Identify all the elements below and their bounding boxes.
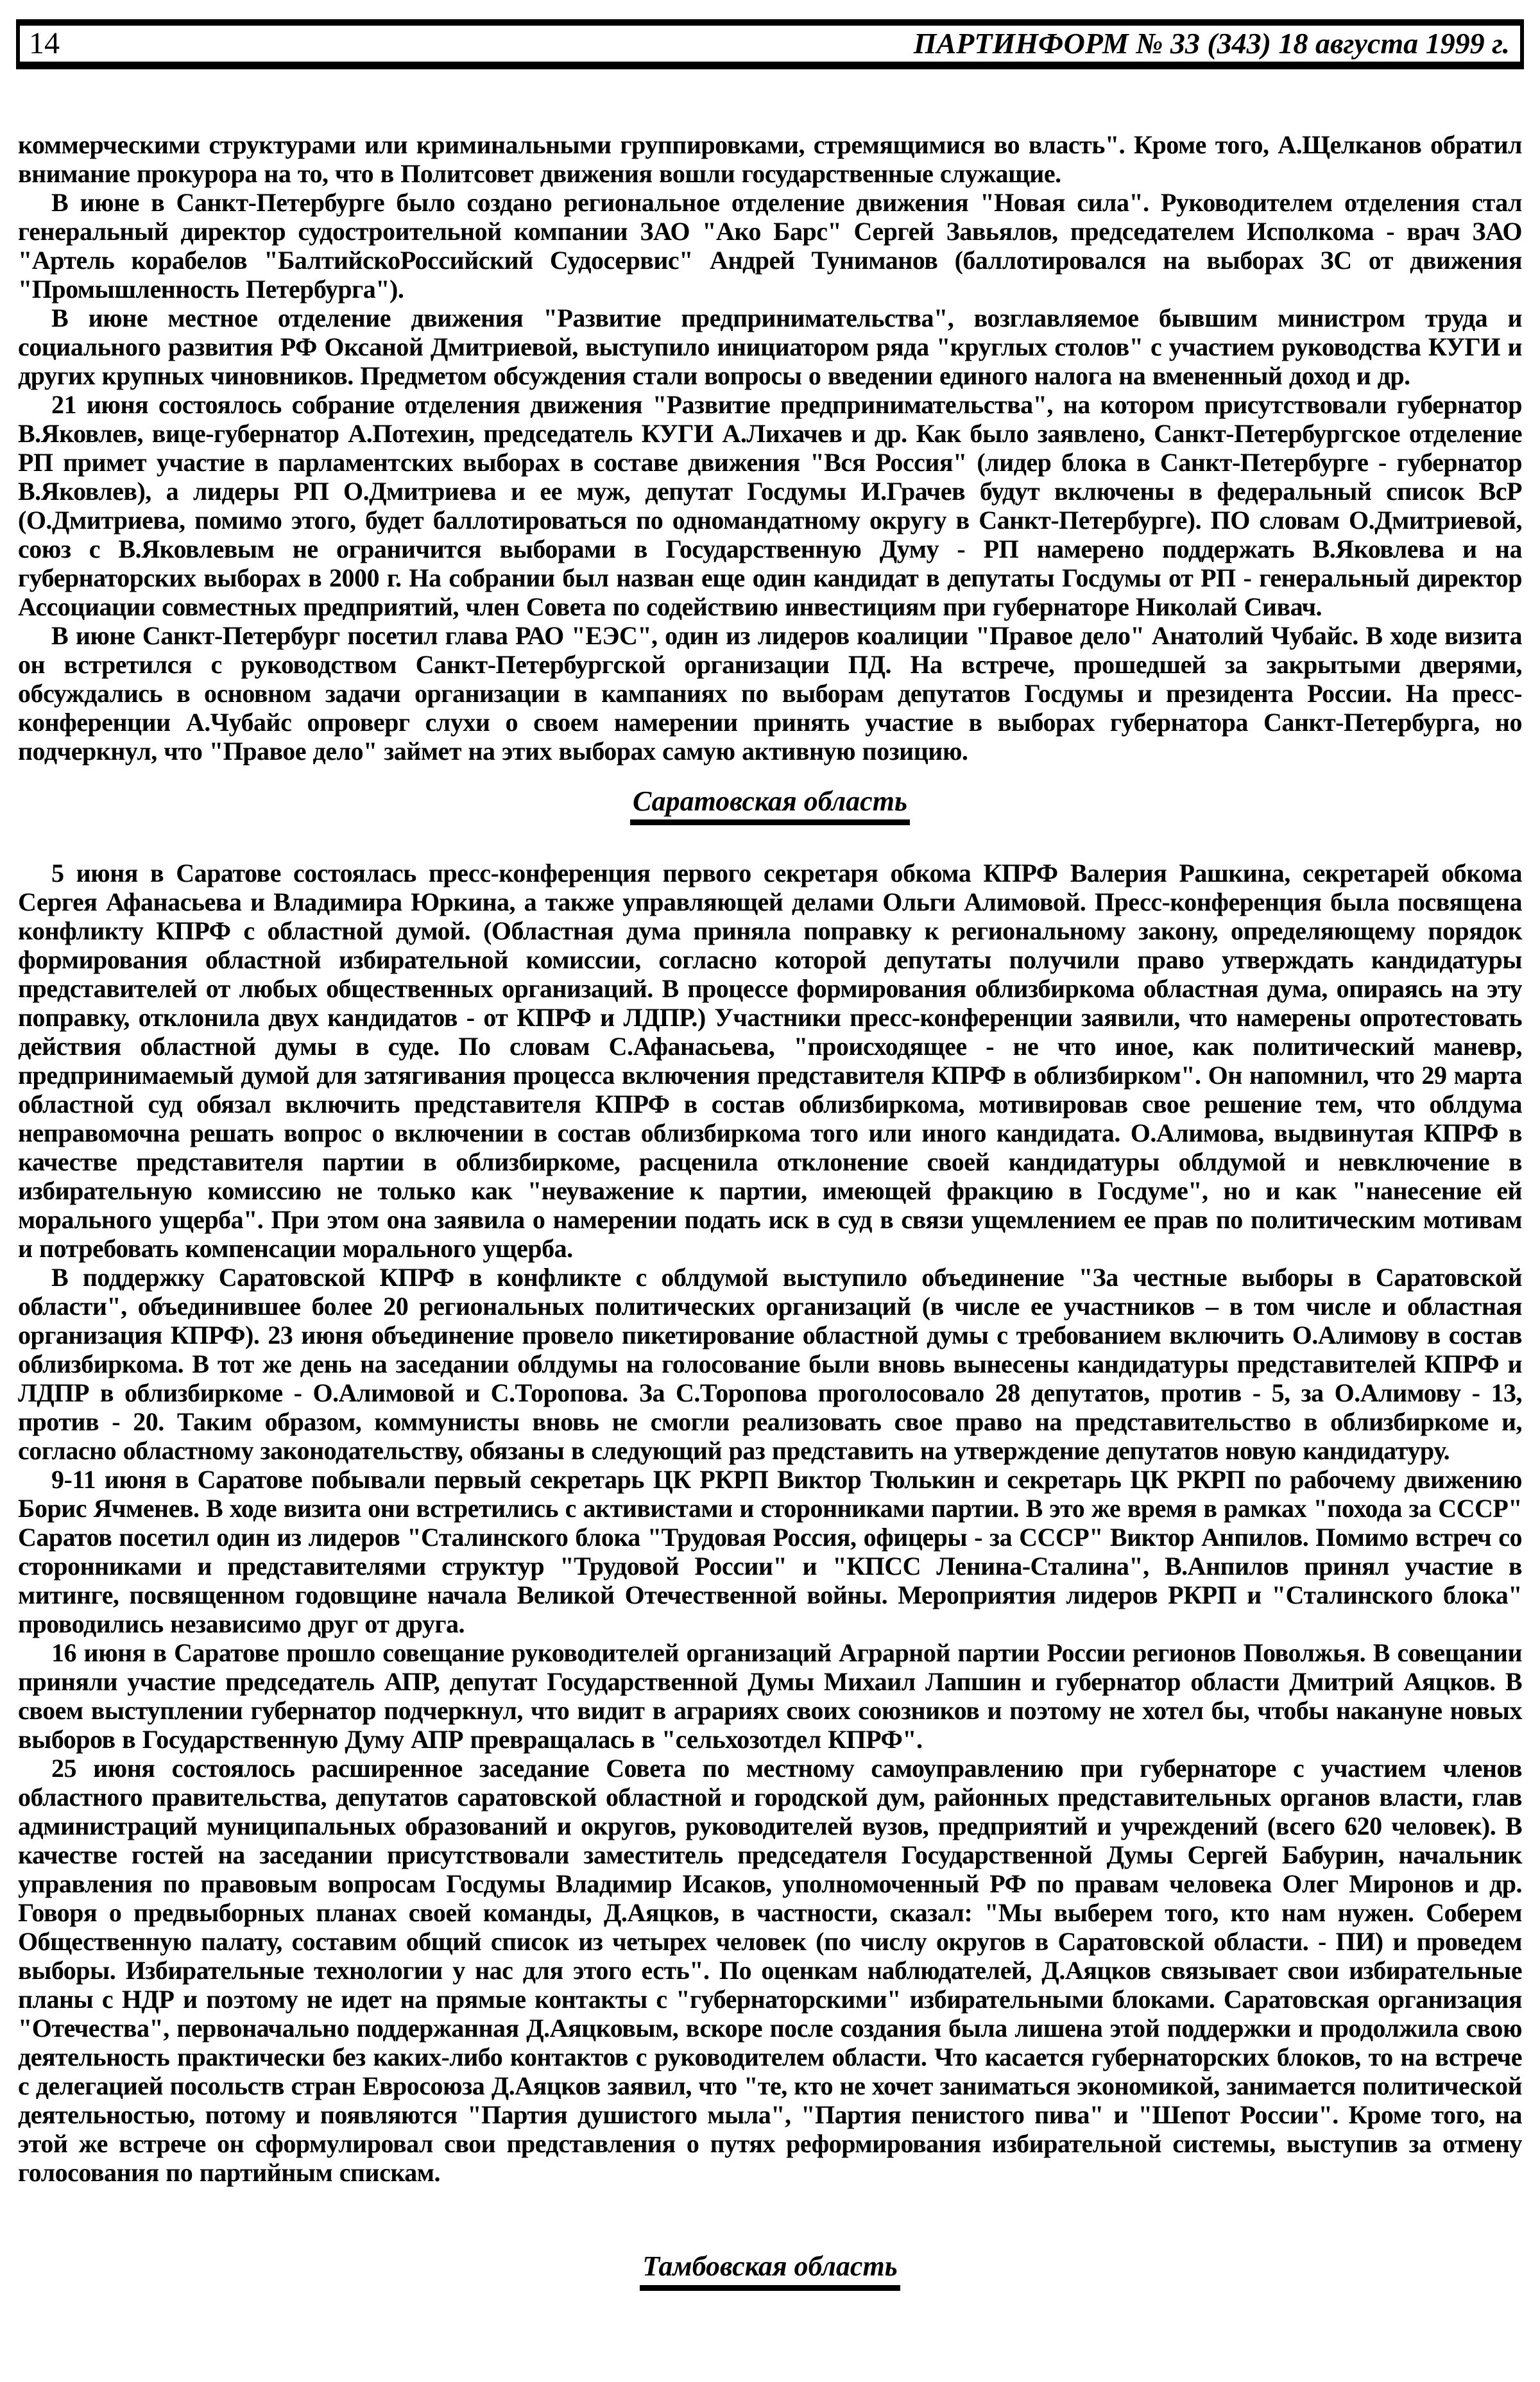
section-heading-text: Тамбовская область	[640, 2251, 900, 2290]
masthead-title: ПАРТИНФОРМ № 33 (343) 18 августа 1999 г.	[913, 27, 1510, 60]
masthead-bar	[16, 19, 1524, 69]
body-paragraph: 16 июня в Саратове прошло совещание руководителей организаций Аграрной партии России регионов Поволжья. В совещании приняли участие председатель АПР, депутат Государственной Думы Михаил Лапшин и губернатор области Дмитрий Аяцков. В своем выступлении губернатор подчеркнул, что видит в аграриях своих союзников и поэтому не хотел бы, чтобы накануне новых выборов в Государственную Думу АПР превращалась в "сельхозотдел КПРФ".	[18, 1638, 1522, 1754]
body-paragraph: В июне в Санкт-Петербурге было создано региональное отделение движения "Новая сила". Руководителем отделения стал генеральный директор судостроительной компании ЗАО "Ако Барс" Сергей Завьялов, председателем Исполкома - врач ЗАО "Артель корабелов "БалтийскоРоссийский Судосервис" Андрей Туниманов (баллотировался на выборах ЗС от движения "Промышленность Петербурга").	[18, 188, 1522, 304]
article-body	[18, 130, 1522, 2324]
section-heading	[18, 786, 1522, 825]
content-block	[18, 1465, 1522, 1638]
page-number: 14	[29, 26, 60, 60]
content-block	[18, 188, 1522, 304]
content-block	[18, 1638, 1522, 1754]
content-block	[18, 1754, 1522, 2187]
content-block	[18, 304, 1522, 390]
body-paragraph: В июне Санкт-Петербург посетил глава РАО "ЕЭС", один из лидеров коалиции "Правое дело" Анатолий Чубайс. В ходе визита он встретился с руководством Санкт-Петербургской организации ПД. На встрече, прошедшей за закрытыми дверями, обсуждались в основном задачи организации в кампаниях по выборам депутатов Госдумы и президента России. На пресс-конференции А.Чубайс опроверг слухи о своем намерении принять участие в выборах губернатора Санкт-Петербурга, но подчеркнул, что "Правое дело" займет на этих выборах самую активную позицию.	[18, 621, 1522, 766]
body-paragraph: коммерческими структурами или криминальными группировками, стремящимися во власть". Кроме того, А.Щелканов обратил внимание прокурора на то, что в Политсовет движения вошли государственные служащие.	[18, 130, 1522, 188]
content-block	[18, 621, 1522, 766]
body-paragraph: 25 июня состоялось расширенное заседание Совета по местному самоуправлению при губернаторе с участием членов областного правительства, депутатов саратовской областной и городской дум, районных представительных органов власти, глав администраций муниципальных образований и округов, руководителей вузов, предприятий и учреждений (всего 620 человек). В качестве гостей на заседании присутствовали заместитель председателя Государственной Думы Сергей Бабурин, начальник управления по правовым вопросам Госдумы Владимир Исаков, уполномоченный РФ по правам человека Олег Миронов и др. Говоря о предвыборных планах своей команды, Д.Аяцков, в частности, сказал: "Мы выберем того, кто нам нужен. Соберем Общественную палату, составим общий список из четырех человек (по числу округов в Саратовской области. - ПИ) и проведем выборы. Избирательные технологии у нас для этого есть". По оценкам наблюдателей, Д.Аяцков связывает свои избирательные планы с НДР и поэтому не идет на прямые контакты с "губернаторскими" избирательными блоками. Саратовская организация "Отечества", первоначально поддержанная Д.Аяцковым, вскоре после создания была лишена этой поддержки и продолжила свою деятельность практически без каких-либо контактов с руководителем области. Что касается губернаторских блоков, то на встрече с делегацией посольств стран Евросоюза Д.Аяцков заявил, что "те, кто не хочет заниматься экономикой, занимается политической деятельностью, потому и появляются "Партия душистого мыла", "Партия пенистого пива" и "Шепот России". Кроме того, на этой же встрече он сформулировал свои представления о путях реформирования избирательной системы, выступив за отмену голосования по партийным спискам.	[18, 1754, 1522, 2188]
body-paragraph: 9-11 июня в Саратове побывали первый секретарь ЦК РКРП Виктор Тюлькин и секретарь ЦК РКРП по рабочему движению Борис Ячменев. В ходе визита они встретились с активистами и сторонниками партии. В это же время в рамках "похода за СССР" Саратов посетил один из лидеров "Сталинского блока "Трудовая Россия, офицеры - за СССР" Виктор Анпилов. Помимо встреч со сторонниками и представителями структур "Трудовой России" и "КПСС Ленина-Сталина", В.Анпилов принял участие в митинге, посвященном годовщине начала Великой Отечественной войны. Мероприятия лидеров РКРП и "Сталинского блока" проводились независимо друг от друга.	[18, 1465, 1522, 1639]
content-block	[18, 2251, 1522, 2290]
content-block	[18, 859, 1522, 1263]
body-paragraph: 21 июня состоялось собрание отделения движения "Развитие предпринимательства", на котором присутствовали губернатор В.Яковлев, вице-губернатор А.Потехин, председатель КУГИ А.Лихачев и др. Как было заявлено, Санкт-Петербургское отделение РП примет участие в парламентских выборах в составе движения "Вся Россия" (лидер блока в Санкт-Петербурге - губернатор В.Яковлев), а лидеры РП О.Дмитриева и ее муж, депутат Госдумы И.Грачев будут включены в федеральный список ВсР (О.Дмитриева, помимо этого, будет баллотироваться по одномандатному округу в Санкт-Петербурге). ПО словам О.Дмитриевой, союз с В.Яковлевым не ограничится выборами в Государственную Думу - РП намерено поддержать В.Яковлева и на губернаторских выборах в 2000 г. На собрании был назван еще один кандидат в депутаты Госдумы от РП - генеральный директор Ассоциации совместных предприятий, член Совета по содействию инвестициям при губернаторе Николай Сивач.	[18, 390, 1522, 621]
body-paragraph: 5 июня в Саратове состоялась пресс-конференция первого секретаря обкома КПРФ Валерия Рашкина, секретарей обкома Сергея Афанасьева и Владимира Юркина, а также управляющей делами Ольги Алимовой. Пресс-конференция была посвящена конфликту КПРФ с областной думой. (Областная дума приняла поправку к региональному закону, определяющему порядок формирования областной избирательной комиссии, согласно которой депутаты получили право утверждать кандидатуры представителей от любых общественных организаций. В процессе формирования облизбиркома областная дума, опираясь на эту поправку, отклонила двух кандидатов - от КПРФ и ЛДПР.) Участники пресс-конференции заявили, что намерены опротестовать действия областной думы в суде. По словам С.Афанасьева, "происходящее - не что иное, как политический маневр, предпринимаемый думой для затягивания процесса включения представителя КПРФ в облизбирком". Он напомнил, что 29 марта областной суд обязал включить представителя КПРФ в состав облизбиркома, мотивировав свое решение тем, что облдума неправомочна решать вопрос о включении в состав облизбиркома того или иного кандидата. О.Алимова, выдвинутая КПРФ в качестве представителя партии в облизбиркоме, расценила отклонение своей кандидатуры облдумой и невключение в избирательную комиссию не только как "неуважение к партии, имеющей фракцию в Госдуме", но и как "нанесение ей морального ущерба". При этом она заявила о намерении подать иск в суд в связи ущемлением ее прав по политическим мотивам и потребовать компенсации морального ущерба.	[18, 859, 1522, 1264]
content-block	[18, 390, 1522, 621]
section-heading-text: Саратовская область	[630, 786, 910, 825]
body-paragraph: В поддержку Саратовской КПРФ в конфликте с облдумой выступило объединение "За честные выборы в Саратовской области", объединившее более 20 региональных политических организаций (в числе ее участников – в том числе и областная организация КПРФ). 23 июня объединение провело пикетирование областной думы с требованием включить О.Алимову в состав облизбиркома. В тот же день на заседании облдумы на голосование были вновь вынесены кандидатуры представителей КПРФ и ЛДПР в облизбиркоме - О.Алимовой и С.Торопова. За С.Торопова проголосовало 28 депутатов, против - 5, за О.Алимову - 13, против - 20. Таким образом, коммунисты вновь не смогли реализовать свое право на представительство в облизбиркоме и, согласно областному законодательству, обязаны в следующий раз представить на утверждение депутатов новую кандидатуру.	[18, 1263, 1522, 1466]
section-heading	[18, 2251, 1522, 2290]
content-block	[18, 130, 1522, 188]
content-block	[18, 786, 1522, 825]
body-paragraph: В июне местное отделение движения "Развитие предпринимательства", возглавляемое бывшим министром труда и социального развития РФ Оксаной Дмитриевой, выступило инициатором ряда "круглых столов" с участием руководства КУГИ и других крупных чиновников. Предметом обсуждения стали вопросы о введении единого налога на вмененный доход и др.	[18, 304, 1522, 390]
content-block	[18, 1263, 1522, 1465]
